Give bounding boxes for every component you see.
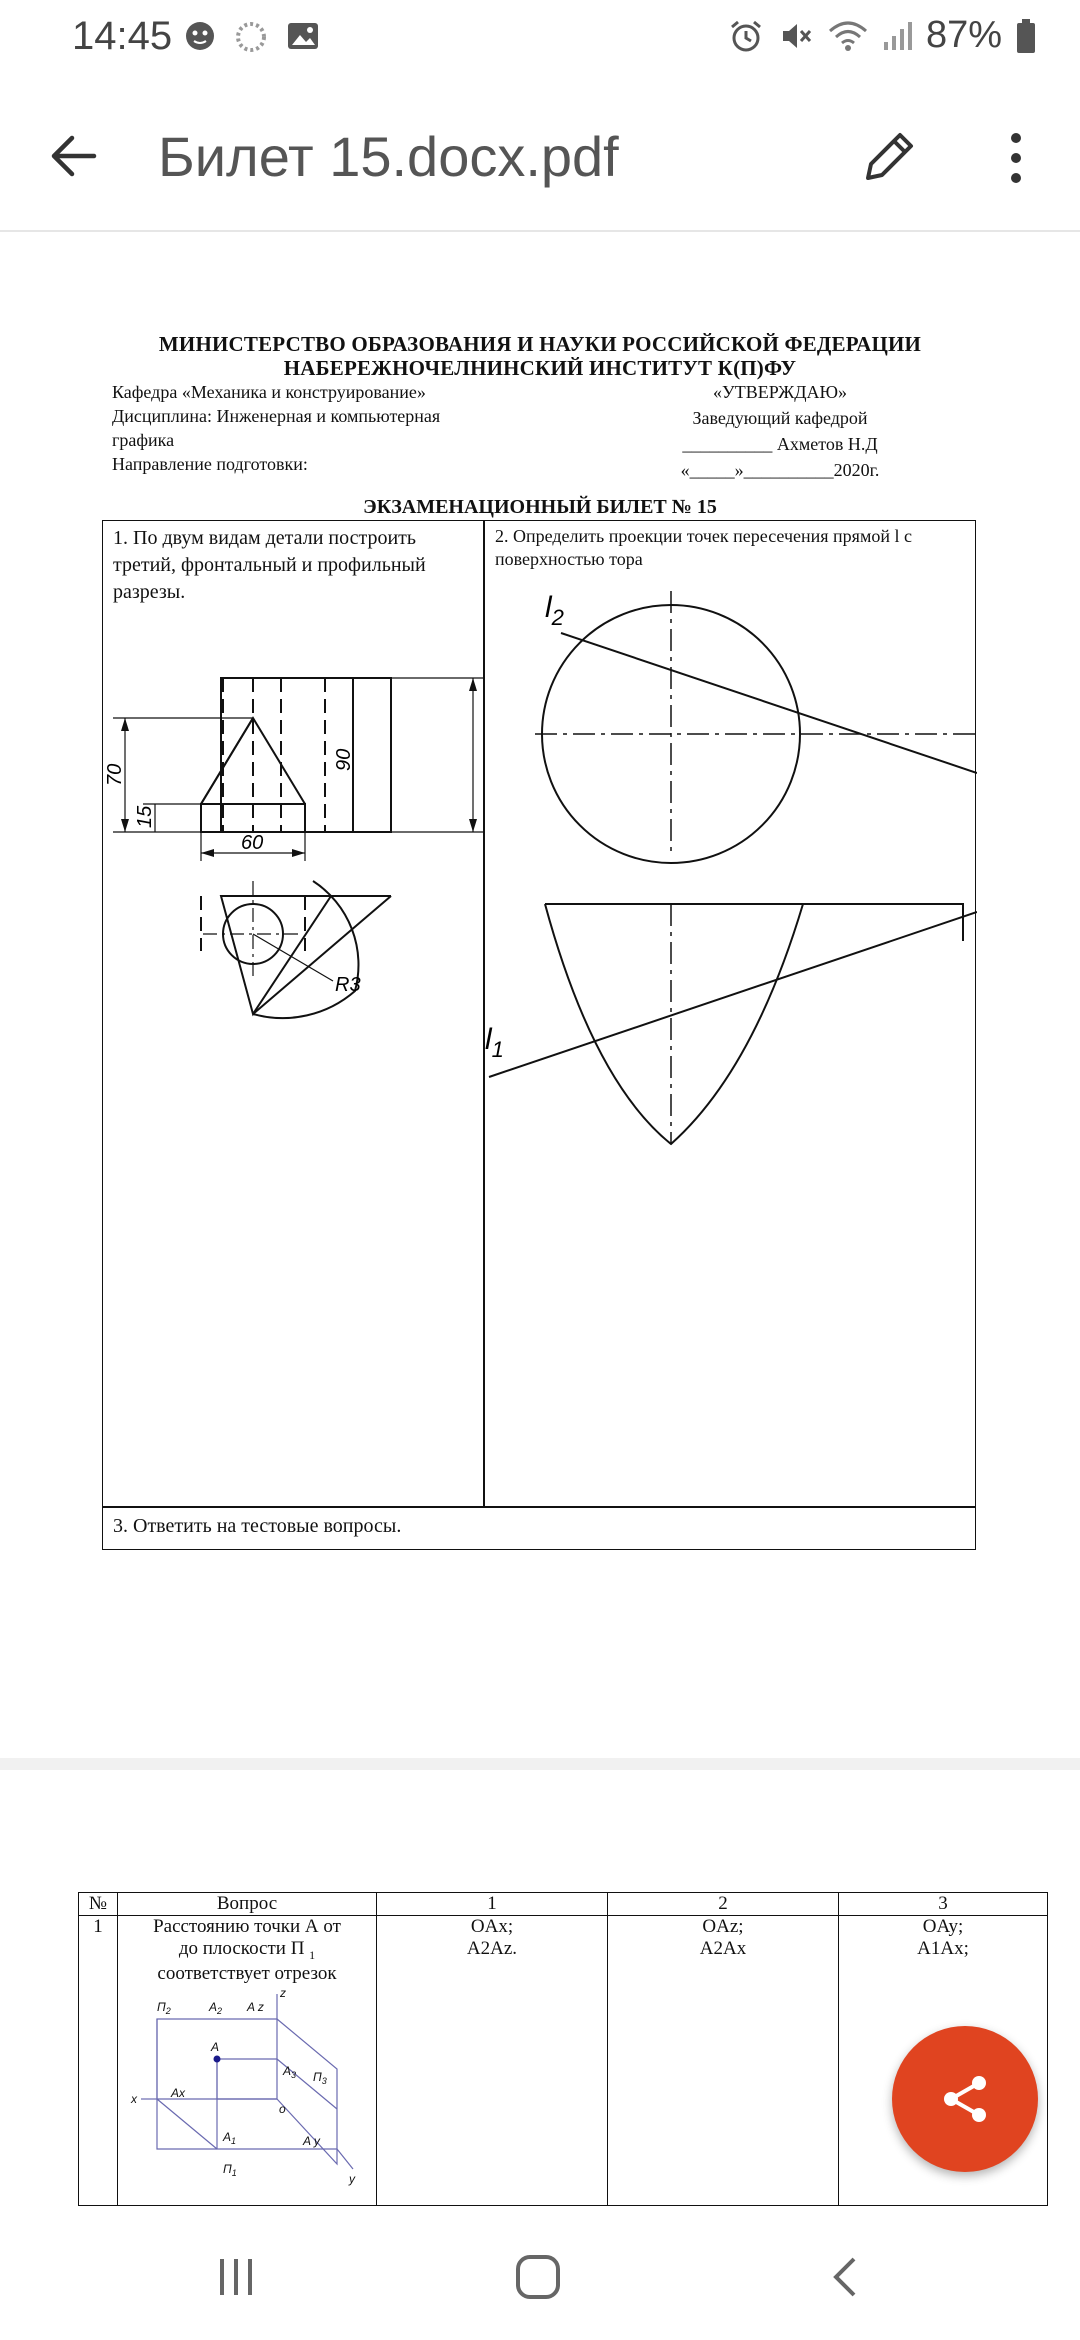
approve-label: «УТВЕРЖДАЮ» <box>712 382 848 402</box>
signature-line: __________ Ахметов Н.Д <box>682 434 878 454</box>
svg-text:A z: A z <box>247 1999 264 2014</box>
nav-back-icon[interactable] <box>826 2255 862 2299</box>
coordinate-projection-figure <box>127 1989 367 2189</box>
svg-text:П2: $П_2$ <box>157 1999 171 2016</box>
table-header-row <box>79 1893 1048 1916</box>
department-line: Кафедра «Механика и конструирование» <box>112 382 426 402</box>
question-2: 2. Определить проекции точек пересечения прямой l с поверхностью тора <box>495 526 912 569</box>
battery-icon <box>1016 19 1036 53</box>
app-bar <box>0 80 1080 232</box>
row-number: 1 <box>79 1916 118 2206</box>
status-bar <box>0 0 1080 80</box>
torus-line-drawing <box>483 521 977 1506</box>
svg-text:A: A <box>211 2039 220 2054</box>
svg-text:A3: $A_3$ <box>283 2063 297 2080</box>
question-line-1: Расстоянию точки А от <box>153 1916 341 1937</box>
dim-60-label: 60 <box>241 832 264 854</box>
svg-text:z: z <box>280 1988 286 2000</box>
dim-radius-label: R3 <box>335 974 361 996</box>
app-notification-icon <box>184 20 216 52</box>
col-question: Вопрос <box>118 1893 377 1916</box>
pdf-page-1[interactable] <box>0 232 1080 1760</box>
part-top-view-drawing <box>103 521 483 1221</box>
dim-15-label: 15 <box>134 805 156 828</box>
page-separator <box>0 1758 1080 1770</box>
recent-apps-icon[interactable] <box>214 2255 258 2299</box>
edit-pencil-icon[interactable] <box>858 124 922 188</box>
svg-text:o: o <box>279 2101 286 2116</box>
discipline-line-cont: графика <box>112 430 175 450</box>
back-arrow-icon[interactable] <box>44 126 104 186</box>
status-time: 14:45 <box>72 14 173 58</box>
more-options-icon[interactable] <box>1004 126 1028 190</box>
head-of-dept-label: Заведующий кафедрой <box>692 408 868 428</box>
col-number: № <box>79 1893 118 1916</box>
svg-text:Ax: Ax <box>171 2085 186 2100</box>
question-cell <box>118 1916 377 2206</box>
svg-text:A y: A y <box>303 2133 320 2148</box>
direction-line: Направление подготовки: <box>112 454 308 474</box>
ticket-table <box>102 520 976 1550</box>
share-icon <box>935 2069 995 2129</box>
test-questions-table <box>78 1892 1048 2206</box>
signal-icon <box>882 20 912 52</box>
dim-70-label: 70 <box>104 763 126 786</box>
question-3: 3. Ответить на тестовые вопросы. <box>113 1515 402 1537</box>
answer-3-cell: OAy; A1Ax; <box>839 1916 1048 2206</box>
wifi-icon <box>828 19 868 53</box>
col-answer-1: 1 <box>377 1893 608 1916</box>
svg-text:y: y <box>349 2171 355 2186</box>
line-l2-label: $l_2$ <box>545 591 564 630</box>
answer-2-cell: OAz; A2Ax <box>608 1916 839 2206</box>
share-fab-button[interactable] <box>892 2026 1038 2172</box>
mute-icon <box>778 18 814 54</box>
svg-text:A2: $A_2$ <box>209 1999 223 2016</box>
loading-icon <box>234 20 268 54</box>
svg-text:A1: $A_1$ <box>223 2129 237 2146</box>
svg-text:x: x <box>131 2091 137 2106</box>
col-answer-2: 2 <box>608 1893 839 1916</box>
image-icon <box>286 20 320 52</box>
dim-90-label: 90 <box>333 748 355 771</box>
svg-text:П3: $П_3$ <box>313 2069 327 2086</box>
system-nav-bar <box>0 2210 1080 2340</box>
document-title: Билет 15.docx.pdf <box>158 125 619 188</box>
ministry-header: МИНИСТЕРСТВО ОБРАЗОВАНИЯ И НАУКИ РОССИЙСКОЙ ФЕДЕРАЦИИ <box>158 332 922 356</box>
answer-1-cell: OAx; A2Az. <box>377 1916 608 2206</box>
ticket-title: ЭКЗАМЕНАЦИОННЫЙ БИЛЕТ № 15 <box>363 496 717 518</box>
line-l1-label: $l_1$ <box>485 1023 504 1062</box>
date-line: «_____»__________2020г. <box>680 460 880 480</box>
battery-percent: 87% <box>925 14 1002 56</box>
question-line-3: соответствует отрезок <box>157 1962 337 1984</box>
svg-text:П1: $П_1$ <box>223 2161 237 2178</box>
alarm-icon <box>728 18 764 54</box>
question-1: 1. По двум видам детали построить третий, фронтальный и профильный разрезы. <box>113 527 426 603</box>
home-icon[interactable] <box>514 2255 562 2299</box>
discipline-line: Дисциплина: Инженерная и компьютерная <box>112 406 441 426</box>
institute-header: НАБЕРЕЖНОЧЕЛНИНСКИЙ ИНСТИТУТ К(П)ФУ <box>283 356 797 380</box>
col-answer-3: 3 <box>839 1893 1048 1916</box>
question-line-2: до плоскости П $_1$ <box>178 1938 316 1962</box>
